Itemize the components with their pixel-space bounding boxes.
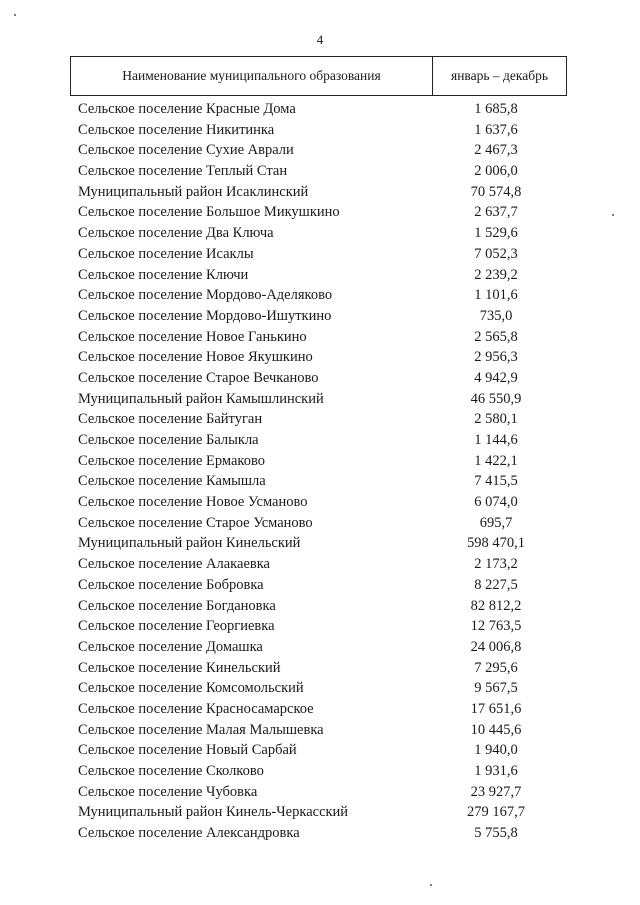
row-name: Сельское поселение Новое Ганькино: [78, 328, 307, 345]
row-name: Сельское поселение Комсомольский: [78, 680, 304, 697]
scan-speck: [430, 884, 432, 886]
table-row: [0, 368, 640, 389]
row-name: Сельское поселение Малая Малышевка: [78, 721, 324, 738]
row-name: Муниципальный район Исаклинский: [78, 183, 309, 200]
table-row: [0, 389, 640, 410]
row-value: 70 574,8: [470, 183, 522, 200]
row-name: Сельское поселение Сколково: [78, 763, 264, 779]
row-value: 2 956,3: [474, 349, 518, 366]
row-name: Муниципальный район Кинельский: [78, 535, 301, 552]
row-value: 2 580,1: [474, 411, 518, 428]
table-row: [0, 782, 640, 803]
row-value: 1 931,6: [474, 763, 518, 779]
table-row: [0, 637, 640, 658]
table-row: [0, 120, 640, 141]
row-name: Сельское поселение Старое Усманово: [78, 514, 313, 531]
table-row: [0, 409, 640, 430]
row-name: Сельское поселение Байтуган: [78, 411, 263, 428]
row-name: Сельское поселение Ключи: [78, 266, 249, 283]
row-value: 1 101,6: [474, 287, 518, 304]
row-name: Сельское поселение Балыкла: [78, 432, 259, 448]
row-name: Сельское поселение Бобровка: [78, 576, 264, 593]
row-name: Сельское поселение Исаклы: [78, 245, 254, 262]
row-name: Сельское поселение Алакаевка: [78, 556, 270, 573]
row-value: 1 637,6: [474, 121, 518, 138]
row-value: 12 763,5: [470, 618, 522, 635]
table-row: [0, 802, 640, 823]
row-name: Сельское поселение Большое Микушкино: [78, 204, 340, 221]
row-value: 735,0: [479, 307, 513, 324]
row-name: Сельское поселение Никитинка: [78, 121, 275, 138]
table-body: [0, 99, 640, 844]
row-name: Сельское поселение Новое Усманово: [78, 494, 308, 511]
row-value: 2 239,2: [474, 266, 518, 283]
row-value: 7 295,6: [474, 659, 518, 676]
table-row: [0, 244, 640, 265]
row-name: Сельское поселение Новый Сарбай: [78, 742, 297, 759]
row-value: 279 167,7: [467, 804, 525, 821]
row-name: Сельское поселение Мордово-Аделяково: [78, 287, 333, 304]
row-value: 1 685,8: [474, 101, 518, 117]
table-row: [0, 492, 640, 513]
row-name: Сельское поселение Чубовка: [78, 783, 258, 800]
row-name: Муниципальный район Камышлинский: [78, 390, 324, 407]
table-row: [0, 513, 640, 534]
row-name: Сельское поселение Домашка: [78, 638, 263, 655]
row-value: 6 074,0: [474, 494, 518, 511]
row-name: Сельское поселение Новое Якушкино: [78, 349, 313, 366]
row-value: 82 812,2: [470, 597, 522, 614]
scan-speck: [612, 214, 614, 216]
row-name: Сельское поселение Сухие Аврали: [78, 142, 294, 159]
row-value: 7 415,5: [474, 473, 518, 490]
row-value: 5 755,8: [474, 825, 518, 842]
table-row: [0, 658, 640, 679]
row-name: Сельское поселение Богдановка: [78, 597, 276, 614]
row-name: Сельское поселение Александровка: [78, 825, 300, 842]
row-value: 9 567,5: [474, 680, 518, 697]
row-value: 8 227,5: [474, 576, 518, 593]
row-name: Сельское поселение Кинельский: [78, 659, 281, 676]
row-name: Сельское поселение Теплый Стан: [78, 163, 288, 180]
row-value: 24 006,8: [470, 638, 522, 655]
table-row: [0, 327, 640, 348]
table-row: [0, 740, 640, 761]
row-name: Сельское поселение Мордово-Ишуткино: [78, 307, 332, 324]
table-row: [0, 554, 640, 575]
table-row: [0, 596, 640, 617]
table-row: [0, 285, 640, 306]
row-value: 1 940,0: [474, 742, 518, 759]
table-row: [0, 430, 640, 451]
table-row: [0, 823, 640, 844]
row-value: 23 927,7: [470, 783, 522, 800]
row-name: Сельское поселение Красные Дома: [78, 101, 296, 117]
table-row: [0, 451, 640, 472]
row-name: Сельское поселение Старое Вечканово: [78, 369, 319, 386]
row-value: 2 467,3: [474, 142, 518, 159]
row-name: Сельское поселение Красносамарское: [78, 700, 314, 717]
row-value: 1 529,6: [474, 225, 518, 242]
table-row: [0, 140, 640, 161]
scan-speck: [14, 14, 16, 16]
table-row: [0, 161, 640, 182]
row-value: 1 144,6: [474, 432, 518, 448]
row-value: 7 052,3: [474, 245, 518, 262]
row-value: 695,7: [479, 514, 513, 531]
table-row: [0, 575, 640, 596]
row-name: Сельское поселение Камышла: [78, 473, 266, 490]
row-value: 2 637,7: [474, 204, 518, 221]
table-row: [0, 306, 640, 327]
table-row: [0, 616, 640, 637]
column-header-name: Наименование муниципального образования: [71, 57, 433, 95]
row-name: Муниципальный район Кинель-Черкасский: [78, 804, 349, 821]
row-value: 598 470,1: [467, 535, 525, 552]
row-value: 2 565,8: [474, 328, 518, 345]
row-name: Сельское поселение Георгиевка: [78, 618, 275, 635]
table-row: [0, 471, 640, 492]
column-header-period: январь – декабрь: [450, 68, 548, 83]
table-row: [0, 533, 640, 554]
row-name: Сельское поселение Два Ключа: [78, 225, 274, 242]
table-row: [0, 223, 640, 244]
table-row: [0, 182, 640, 203]
table-row: [0, 347, 640, 368]
row-name: Сельское поселение Ермаково: [78, 452, 265, 469]
table-row: [0, 99, 640, 120]
row-value: 2 173,2: [474, 556, 518, 573]
table-row: [0, 720, 640, 741]
row-value: 10 445,6: [470, 721, 522, 738]
table-row: [0, 265, 640, 286]
row-value: 46 550,9: [470, 390, 522, 407]
page-number: 4: [316, 32, 324, 47]
table-row: [0, 699, 640, 720]
row-value: 17 651,6: [470, 700, 522, 717]
table-header: [70, 56, 567, 96]
row-value: 4 942,9: [474, 369, 518, 386]
table-row: [0, 202, 640, 223]
row-value: 2 006,0: [474, 163, 518, 180]
row-value: 1 422,1: [474, 452, 518, 469]
table-row: [0, 761, 640, 782]
table-row: [0, 678, 640, 699]
